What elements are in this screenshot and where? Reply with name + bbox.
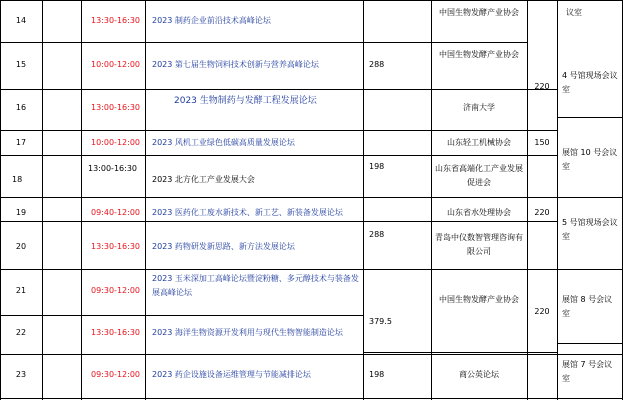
area-value: 198 [369, 370, 385, 379]
area-value: 288 [369, 60, 385, 69]
time-slot: 13:30-16:30 [91, 16, 140, 25]
row-number: 21 [15, 286, 27, 295]
capacity-value: 220 [534, 307, 550, 316]
time-slot: 13:30-16:30 [91, 242, 140, 251]
row-number: 18 [12, 175, 23, 184]
forum-topic: 2023 风机工业绿色低碳高质量发展论坛 [152, 138, 295, 147]
organizer: 中国生物发酵产业协会 [439, 50, 519, 59]
time-slot: 09:40-12:00 [91, 208, 140, 217]
time-slot: 09:30-12:00 [91, 286, 140, 295]
capacity-value: 220 [534, 208, 550, 217]
venue-room: 展馆 7 号会议室 [562, 360, 613, 383]
venue-room: 展馆 10 号会议室 [562, 148, 618, 171]
row-number: 16 [15, 103, 27, 112]
area-value: 198 [369, 162, 385, 171]
forum-topic: 2023 药企设施设备运维管理与节能减排论坛 [152, 370, 311, 379]
time-slot: 13:00-16:30 [88, 164, 137, 173]
organizer: 中国生物发酵产业协会 [439, 8, 519, 17]
organizer: 山东轻工机械协会 [447, 138, 511, 147]
area-value: 379.5 [369, 317, 392, 326]
time-slot: 10:00-12:00 [91, 138, 140, 147]
organizer: 山东省高端化工产业发展促进会 [435, 164, 523, 187]
row-number: 15 [15, 60, 27, 69]
row-number: 22 [15, 328, 27, 337]
row-number: 20 [15, 242, 27, 251]
venue-room: 5 号馆现场会议室 [562, 218, 618, 241]
venue-room: 展馆 8 号会议室 [562, 295, 613, 318]
forum-topic: 2023 第七届生物饲料技术创新与营养高峰论坛 [152, 60, 319, 69]
venue-room: 议室 [566, 8, 582, 17]
time-slot: 13:30-16:30 [91, 328, 140, 337]
time-slot: 13:00-16:30 [91, 103, 140, 112]
organizer: 商公英论坛 [459, 370, 499, 379]
time-slot: 09:30-12:00 [91, 370, 140, 379]
capacity-value: 220 [534, 82, 550, 91]
capacity-value: 150 [534, 138, 550, 147]
row-number: 23 [15, 370, 27, 379]
organizer: 中国生物发酵产业协会 [439, 295, 519, 304]
forum-topic: 2023 海洋生物资源开发利用与现代生物智能制造论坛 [152, 328, 343, 337]
time-slot: 10:00-12:00 [91, 60, 140, 69]
forum-topic: 2023 北方化工产业发展大会 [152, 175, 255, 184]
row-number: 19 [15, 208, 27, 217]
organizer: 山东省水处理协会 [447, 208, 511, 217]
area-value: 288 [369, 230, 385, 239]
forum-topic: 2023 医药化工废水新技术、新工艺、新装备发展论坛 [152, 208, 343, 217]
organizer: 青岛中仪数智管理咨询有限公司 [435, 233, 523, 256]
venue-room: 4 号馆现场会议室 [562, 71, 618, 94]
forum-topic: 2023 玉米深加工高峰论坛暨淀粉糖、多元醇技术与装备发展高峰论坛 [152, 274, 359, 297]
row-number: 17 [15, 138, 27, 147]
forum-topic: 2023 制药企业前沿技术高峰论坛 [152, 16, 271, 25]
row-number: 14 [15, 16, 27, 25]
organizer: 济南大学 [463, 103, 495, 112]
forum-topic: 2023 药物研发新思路、新方法发展论坛 [152, 242, 295, 251]
forum-topic: 2023 生物制药与发酵工程发展论坛 [174, 96, 317, 106]
